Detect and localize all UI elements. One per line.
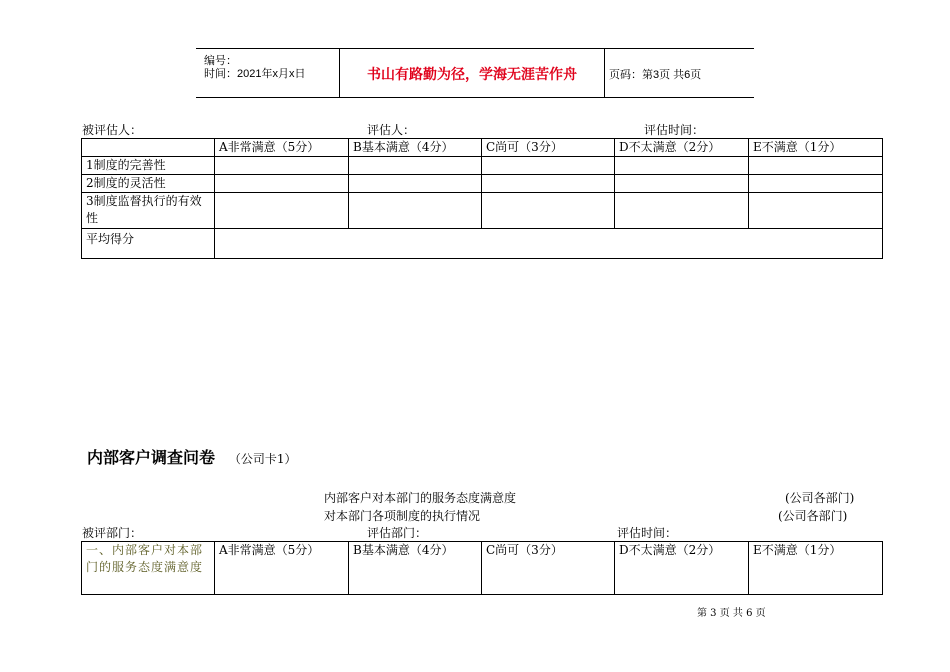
- row-label: 3制度监督执行的有效性: [82, 193, 215, 229]
- table-cell[interactable]: [349, 157, 482, 175]
- evaluation-time-label: 评估时间：: [644, 123, 705, 137]
- table-cell[interactable]: [482, 193, 615, 229]
- survey-line-2-scope: (公司各部门): [778, 509, 848, 523]
- section-subtitle: （公司卡1）: [228, 452, 297, 466]
- page-footer: 第 3 页 共 6 页: [697, 608, 766, 619]
- table-row: [82, 193, 883, 229]
- column-header: A非常满意（5分）: [215, 542, 349, 595]
- table-cell[interactable]: [482, 175, 615, 193]
- row-label: 1制度的完善性: [82, 157, 215, 175]
- table-header-row: [82, 139, 883, 157]
- table-cell[interactable]: [349, 193, 482, 229]
- average-value-cell[interactable]: [215, 229, 883, 259]
- column-header: B基本满意（4分）: [349, 139, 482, 157]
- average-label: 平均得分: [82, 229, 215, 259]
- column-header: E不满意（1分）: [749, 139, 883, 157]
- table-cell[interactable]: [615, 157, 749, 175]
- table-cell[interactable]: [615, 175, 749, 193]
- header-info-cell: [196, 49, 339, 97]
- column-header: A非常满意（5分）: [215, 139, 349, 157]
- column-header: E不满意（1分）: [749, 542, 883, 595]
- column-header: D不太满意（2分）: [615, 139, 749, 157]
- row-label: 2制度的灵活性: [82, 175, 215, 193]
- header-page-cell: [604, 49, 754, 97]
- column-header: B基本满意（4分）: [349, 542, 482, 595]
- table-cell[interactable]: [482, 157, 615, 175]
- header-motto-cell: [339, 49, 605, 97]
- table-row: [82, 542, 883, 595]
- table-cell[interactable]: [615, 193, 749, 229]
- survey-line-1: 内部客户对本部门的服务态度满意度: [324, 491, 517, 505]
- evaluated-person-label: 被评估人：: [82, 123, 143, 137]
- motto: 书山有路勤为径，学海无涯苦作舟: [367, 67, 577, 83]
- table-cell[interactable]: [215, 157, 349, 175]
- service-attitude-table: [81, 541, 883, 595]
- average-row: [82, 229, 883, 259]
- table-cell[interactable]: [215, 175, 349, 193]
- row-label: 一、内部客户对本部门的服务态度满意度: [82, 542, 215, 595]
- table-corner: [82, 139, 215, 157]
- column-header: D不太满意（2分）: [615, 542, 749, 595]
- column-header: C尚可（3分）: [482, 139, 615, 157]
- evaluation-time-label-2: 评估时间：: [617, 526, 678, 540]
- evaluation-table: [81, 138, 883, 259]
- page-header: [196, 48, 754, 98]
- table-cell[interactable]: [749, 175, 883, 193]
- evaluated-department-label: 被评部门：: [82, 526, 143, 540]
- number-label: 编号：: [204, 55, 237, 67]
- evaluating-department-label: 评估部门：: [367, 526, 428, 540]
- column-header: C尚可（3分）: [482, 542, 615, 595]
- survey-line-2: 对本部门各项制度的执行情况: [324, 509, 481, 523]
- page-label: 页码：第3页 共6页: [609, 69, 702, 81]
- survey-line-1-scope: (公司各部门): [785, 491, 855, 505]
- evaluator-label: 评估人：: [367, 123, 416, 137]
- table-cell[interactable]: [215, 193, 349, 229]
- table-cell[interactable]: [749, 193, 883, 229]
- table-cell[interactable]: [749, 157, 883, 175]
- table-cell[interactable]: [349, 175, 482, 193]
- table-row: [82, 175, 883, 193]
- section-title: 内部客户调查问卷: [87, 448, 216, 467]
- time-label: 时间：2021年x月x日: [204, 68, 306, 80]
- section-title-row: [87, 445, 296, 468]
- table-row: [82, 157, 883, 175]
